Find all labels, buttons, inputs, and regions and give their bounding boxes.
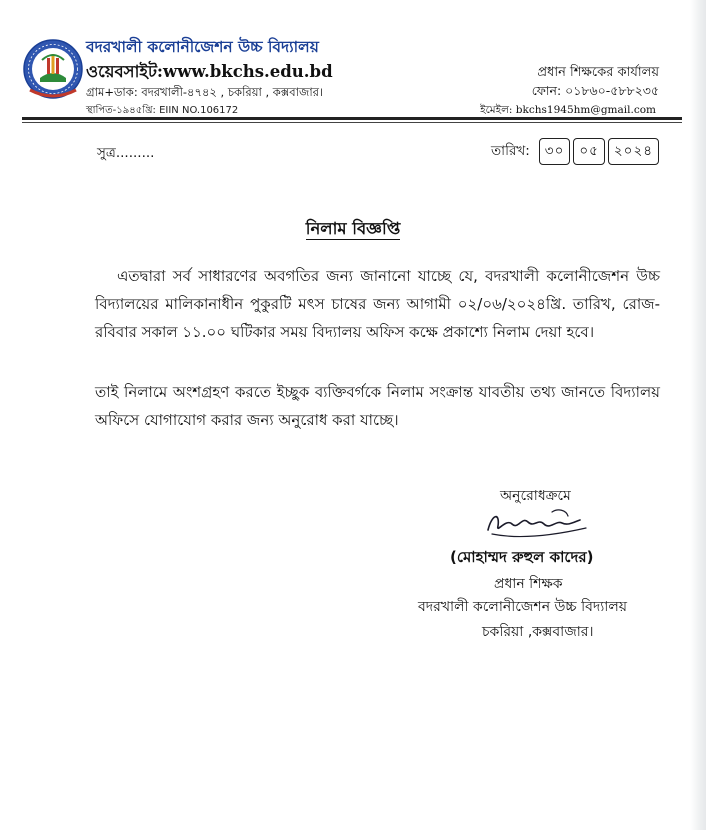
handwritten-signature (482, 504, 592, 542)
office-title: প্রধান শিক্ষকের কার্যালয় (537, 65, 659, 80)
reference-number: সুত্র......... (97, 145, 155, 161)
school-website: ওয়েবসাইট:www.bkchs.edu.bd (86, 62, 333, 81)
date-day: ৩০ (539, 138, 571, 165)
notice-paragraph-1: এতদ্বারা সর্ব সাধারণের অবগতির জন্য জানানো যাচ্ছে যে, বদরখালী কলোনীজেশন উচ্চ বিদ্যালয়ের মালিকানাধীন পুকুরটি মৎস চাষের জন্য আগামী ০২/০৬/২০২৪খ্রি. তারিখ, রোজ-রবিবার সকাল ১১.০০ ঘটিকার সময় বিদ্যালয় অফিস কক্ষে প্রকাশ্যে নিলাম দেয়া হবে। (95, 267, 660, 341)
signer-school: বদরখালী কলোনীজেশন উচ্চ বিদ্যালয় (418, 599, 628, 615)
signer-designation: প্রধান শিক্ষক (494, 576, 563, 592)
date-year: ২০২৪ (608, 138, 659, 165)
school-address: গ্রাম+ডাক: বদরখালী-৪৭৪২ , চকরিয়া , কক্সবাজার। (86, 85, 324, 99)
office-phone: ফোন: ০১৮৬০-৫৮৮২৩৫ (531, 83, 659, 98)
date-month: ০৫ (573, 138, 605, 165)
date-row (491, 138, 659, 165)
date-label: তারিখ: (491, 143, 530, 159)
letterhead-divider-thin (22, 122, 682, 123)
signer-address: চকরিয়া ,কক্সবাজার। (482, 624, 594, 640)
closing-text: অনুরোধক্রমে (500, 488, 571, 504)
letterhead-divider (22, 117, 682, 120)
notice-heading-text: নিলাম বিজ্ঞপ্তি (305, 219, 401, 238)
signer-name: (মোহাম্মদ রুহুল কাদের) (450, 548, 594, 566)
office-email: ইমেইল: bkchs1945hm@gmail.com (480, 104, 656, 116)
establishment-eiin: স্থাপিত-১৯৪৫খ্রি: EIIN NO.106172 (86, 105, 239, 116)
notice-paragraph-2: তাই নিলামে অংশগ্রহণ করতে ইচ্ছুক ব্যক্তিবর্গকে নিলাম সংক্রান্ত যাবতীয় তথ্য জানতে বিদ্যালয় অফিসে যোগাযোগ করার জন্য অনুরোধ করা যাচ্ছে। (95, 383, 660, 429)
notice-heading (0, 216, 706, 243)
school-name: বদরখালী কলোনীজেশন উচ্চ বিদ্যালয় (86, 38, 319, 56)
school-logo (22, 38, 84, 100)
